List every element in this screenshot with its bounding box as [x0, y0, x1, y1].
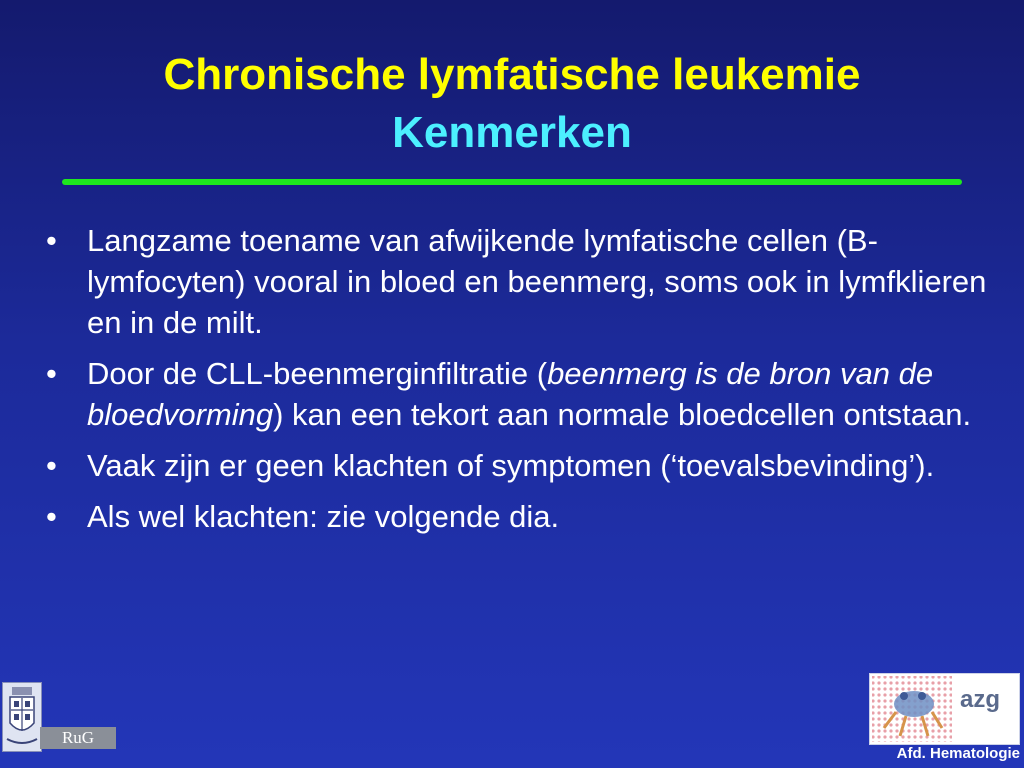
- title-divider: [62, 179, 962, 185]
- title-main: Chronische lymfatische leukemie: [163, 50, 861, 99]
- rug-logo-text: RuG: [40, 727, 116, 749]
- title-subtitle: Kenmerken: [392, 108, 632, 157]
- azg-logo-text: azg: [960, 686, 1001, 713]
- bullet-item: [40, 220, 1000, 343]
- bullet-text: Vaak zijn er geen klachten of symptomen (‘toevalsbevinding’).: [87, 448, 935, 483]
- bullet-text-emphasis: beenmerg is de bron van de bloedvorming: [87, 356, 934, 432]
- bullet-text: Als wel klachten: zie volgende dia.: [87, 499, 560, 534]
- department-label: Afd. Hematologie: [896, 745, 1020, 762]
- azg-logo: [869, 673, 1020, 745]
- bullet-item: [40, 496, 1000, 537]
- bullet-text: Door de CLL-beenmerginfiltratie (: [87, 356, 548, 391]
- bullet-icon: •: [46, 499, 57, 534]
- bullet-icon: •: [46, 223, 57, 258]
- bullet-list: [40, 220, 1000, 547]
- bullet-item: [40, 353, 1000, 435]
- bullet-text-continued: ) kan een tekort aan normale bloedcellen ontstaan.: [273, 397, 972, 432]
- bullet-icon: •: [46, 356, 57, 391]
- university-seal-icon: [2, 682, 42, 752]
- bullet-item: [40, 445, 1000, 486]
- bullet-icon: •: [46, 448, 57, 483]
- rug-logo: [0, 680, 120, 752]
- bullet-text: Langzame toename van afwijkende lymfatische cellen (B-lymfocyten) vooral in bloed en beenmerg, soms ook in lymfklieren en in de milt.: [87, 223, 987, 340]
- slide-title: [0, 46, 1024, 162]
